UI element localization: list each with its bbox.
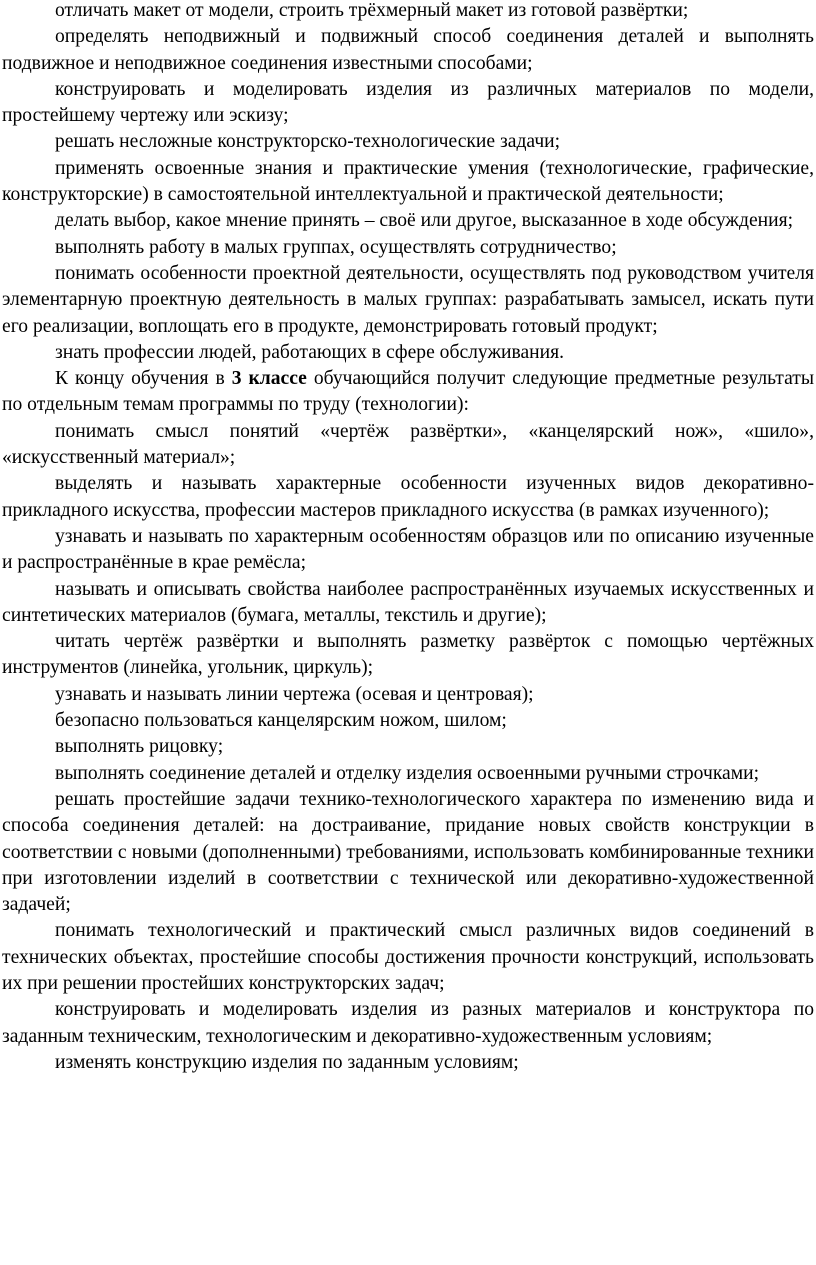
result-regional-crafts: узнавать и называть по характерным особенностям образцов или по описанию изученные и распространённые в крае ремёсла; (2, 525, 814, 574)
grade-intro-after: обучающийся получит следующие предметные результаты по отдельным темам программы по труду (технологии): (2, 368, 815, 416)
paragraph-apply-knowledge: применять освоенные знания и практические умения (технологические, графические, конструкторские) в самостоятельной интеллектуальной и практической деятельности; (2, 157, 814, 206)
grade-intro-before: К концу обучения в (55, 368, 232, 390)
paragraph-grade-intro (2, 366, 814, 419)
result-material-properties: называть и описывать свойства наиболее распространённых изучаемых искусственных и синтетических материалов (бумага, металлы, текстиль и другие); (2, 578, 814, 626)
result-drawing-lines: узнавать и называть линии чертежа (осевая и центровая); (55, 683, 534, 705)
result-stitching: выполнять соединение деталей и отделку изделия освоенными ручными строчками; (55, 762, 760, 784)
paragraph-professions: знать профессии людей, работающих в сфере обслуживания. (55, 341, 565, 363)
result-read-drawing: читать чертёж развёртки и выполнять разметку развёрток с помощью чертёжных инструментов (линейка, угольник, циркуль); (2, 631, 814, 679)
paragraph-project-activity: понимать особенности проектной деятельности, осуществлять под руководством учителя элементарную проектную деятельность в малых группах: разрабатывать замысел, искать пути его реализации, воплощать его в продукте, демонстрировать готовый продукт; (2, 262, 814, 337)
paragraph-group-work: выполнять работу в малых группах, осуществлять сотрудничество; (55, 236, 617, 258)
paragraph-construct-model: конструировать и моделировать изделия из различных материалов по модели, простейшему чертежу или эскизу; (2, 78, 814, 127)
result-construct-materials: конструировать и моделировать изделия из разных материалов и конструктора по заданным техническим, технологическим и декоративно-художественным условиям; (2, 999, 814, 1047)
result-concepts: понимать смысл понятий «чертёж развёртки», «канцелярский нож», «шило», «искусственный материал»; (2, 420, 814, 469)
paragraph-choose-opinion: делать выбор, какое мнение принять – своё или другое, высказанное в ходе обсуждения; (55, 210, 794, 232)
result-decorative-arts: выделять и называть характерные особенности изученных видов декоративно-прикладного искусства, профессии мастеров прикладного искусства (в рамках изученного); (2, 473, 814, 521)
result-safe-tools: безопасно пользоваться канцелярским ножом, шилом; (55, 710, 507, 732)
result-scoring: выполнять рицовку; (55, 736, 224, 758)
paragraph-design-tasks: решать несложные конструкторско-технологические задачи; (55, 131, 561, 153)
paragraph-joining-methods: определять неподвижный и подвижный способ соединения деталей и выполнять подвижное и неподвижное соединения известными способами; (2, 26, 814, 74)
grade-intro-bold: 3 классе (231, 368, 307, 390)
result-change-construction: изменять конструкцию изделия по заданным условиям; (55, 1051, 519, 1073)
result-tech-tasks: решать простейшие задачи технико-технологического характера по изменению вида и способа соединения деталей: на достраивание, придание новых свойств конструкции в соответствии с новыми (дополненными) требованиями, использовать комбинированные техники при изготовлении изделий в соответствии с технической или декоративно-художественной задачей; (2, 788, 814, 916)
result-joint-types: понимать технологический и практический смысл различных видов соединений в технических объектах, простейшие способы достижения прочности конструкций, использовать их при решении простейших конструкторских задач; (2, 920, 814, 994)
paragraph-distinguish-mockup: отличать макет от модели, строить трёхмерный макет из готовой развёртки; (55, 0, 689, 21)
